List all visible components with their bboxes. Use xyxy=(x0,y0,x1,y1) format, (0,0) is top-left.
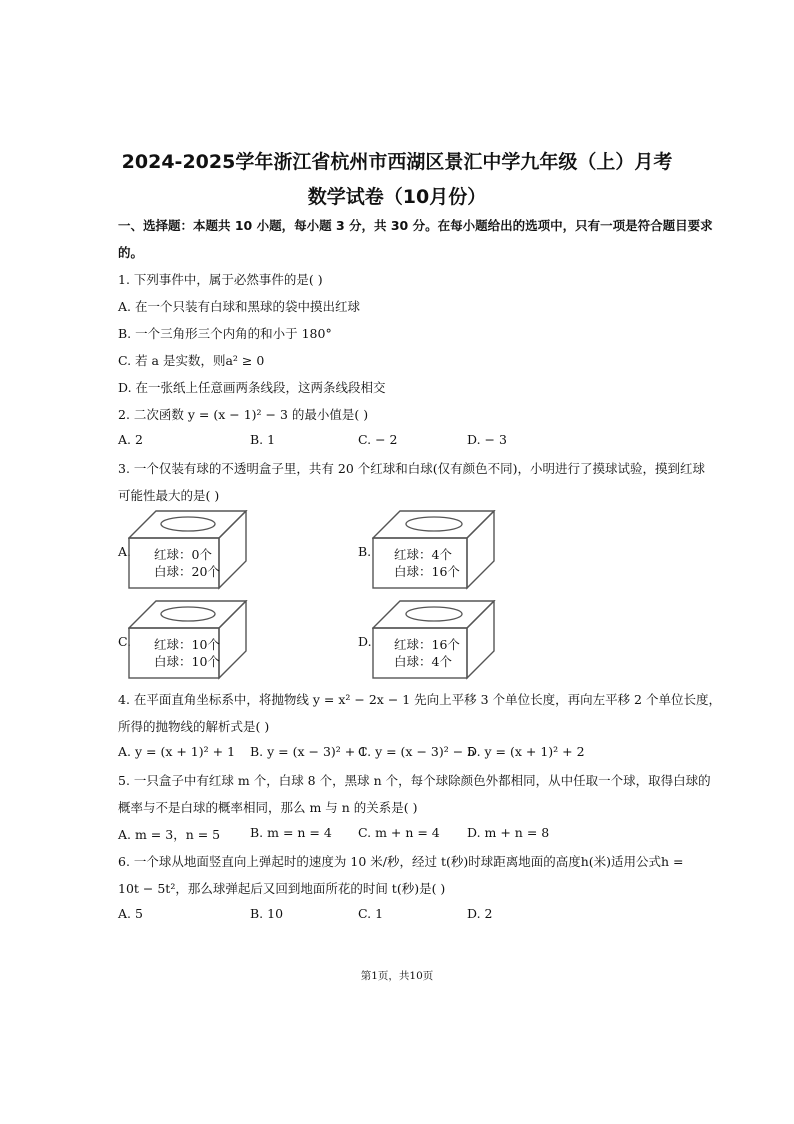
q4-stem: 4. 在平面直角坐标系中，将抛物线 y = x² − 2x − 1 先向上平移 3 个单位长度，再向左平移 2 个单位长度， xyxy=(118,692,721,707)
q4-stem-cont: 所得的抛物线的解析式是( ) xyxy=(118,719,270,734)
box-option-letter: B. xyxy=(358,544,372,559)
q1-option-d: D. 在一张纸上任意画两条线段，这两条线段相交 xyxy=(118,380,386,395)
q6-option-a: A. 5 xyxy=(118,906,143,921)
box-red-count: 红球：16个 xyxy=(394,637,460,652)
q5-option-d: D. m + n = 8 xyxy=(467,825,550,840)
box-white-count: 白球：10个 xyxy=(154,654,220,669)
q6-stem: 6. 一个球从地面竖直向上弹起时的速度为 10 米/秒，经过 t(秒)时球距离地面的高度h(米)适用公式h = xyxy=(118,854,684,869)
q4-option-d: D. y = (x + 1)² + 2 xyxy=(467,744,585,759)
q2-option-d: D. − 3 xyxy=(467,432,507,447)
q2-option-c: C. − 2 xyxy=(358,432,398,447)
box-option-letter: C. xyxy=(118,634,132,649)
q4-option-a: A. y = (x + 1)² + 1 xyxy=(118,744,236,759)
q6-option-d: D. 2 xyxy=(467,906,493,921)
box-option-letter: D. xyxy=(358,634,372,649)
q3-box-d xyxy=(358,600,598,680)
q3-stem: 3. 一个仅装有球的不透明盒子里，共有 20 个红球和白球(仅有颜色不同)，小明进行了摸球试验，摸到红球 xyxy=(118,461,706,476)
q1-stem: 1. 下列事件中，属于必然事件的是( ) xyxy=(118,272,323,287)
q2-stem: 2. 二次函数 y = (x − 1)² − 3 的最小值是( ) xyxy=(118,407,369,422)
q1-option-c: C. 若 a 是实数，则a² ≥ 0 xyxy=(118,353,265,368)
q6-stem-cont: 10t − 5t²，那么球弹起后又回到地面所花的时间 t(秒)是( ) xyxy=(118,881,446,896)
box-red-count: 红球：0个 xyxy=(154,547,212,562)
q3-box-c xyxy=(118,600,358,680)
box-white-count: 白球：4个 xyxy=(394,654,452,669)
section-header-cont: 的。 xyxy=(118,245,144,260)
q5-option-b: B. m = n = 4 xyxy=(250,825,332,840)
q6-option-b: B. 10 xyxy=(250,906,284,921)
page-number-footer: 第1页，共10页 xyxy=(360,970,434,982)
q1-option-b: B. 一个三角形三个内角的和小于 180° xyxy=(118,326,332,341)
exam-title-line1: 2024-2025学年浙江省杭州市西湖区景汇中学九年级（上）月考 xyxy=(121,151,673,173)
q2-option-b: B. 1 xyxy=(250,432,276,447)
q4-option-c: C. y = (x − 3)² − 5 xyxy=(358,744,476,759)
q4-option-b: B. y = (x − 3)² + 1 xyxy=(250,744,368,759)
q5-stem: 5. 一只盒子中有红球 m 个，白球 8 个，黑球 n 个，每个球除颜色外都相同，从中任取一个球，取得白球的 xyxy=(118,773,711,788)
section-header: 一、选择题：本题共 10 小题，每小题 3 分，共 30 分。在每小题给出的选项中，只有一项是符合题目要求 xyxy=(118,218,713,233)
box-red-count: 红球：4个 xyxy=(394,547,452,562)
box-white-count: 白球：20个 xyxy=(154,564,220,579)
q5-option-a: A. m = 3，n = 5 xyxy=(118,827,221,842)
q5-stem-cont: 概率与不是白球的概率相同，那么 m 与 n 的关系是( ) xyxy=(118,800,418,815)
q3-box-figures xyxy=(118,510,738,680)
q6-option-c: C. 1 xyxy=(358,906,384,921)
q3-stem-cont: 可能性最大的是( ) xyxy=(118,488,220,503)
q5-option-c: C. m + n = 4 xyxy=(358,825,440,840)
exam-title-line2: 数学试卷（10月份） xyxy=(307,186,487,208)
q3-box-a xyxy=(118,510,358,590)
box-white-count: 白球：16个 xyxy=(394,564,460,579)
box-red-count: 红球：10个 xyxy=(154,637,220,652)
q2-option-a: A. 2 xyxy=(118,432,143,447)
q3-box-b xyxy=(358,510,598,590)
box-option-letter: A. xyxy=(118,544,132,559)
q1-option-a: A. 在一个只装有白球和黑球的袋中摸出红球 xyxy=(118,299,360,314)
